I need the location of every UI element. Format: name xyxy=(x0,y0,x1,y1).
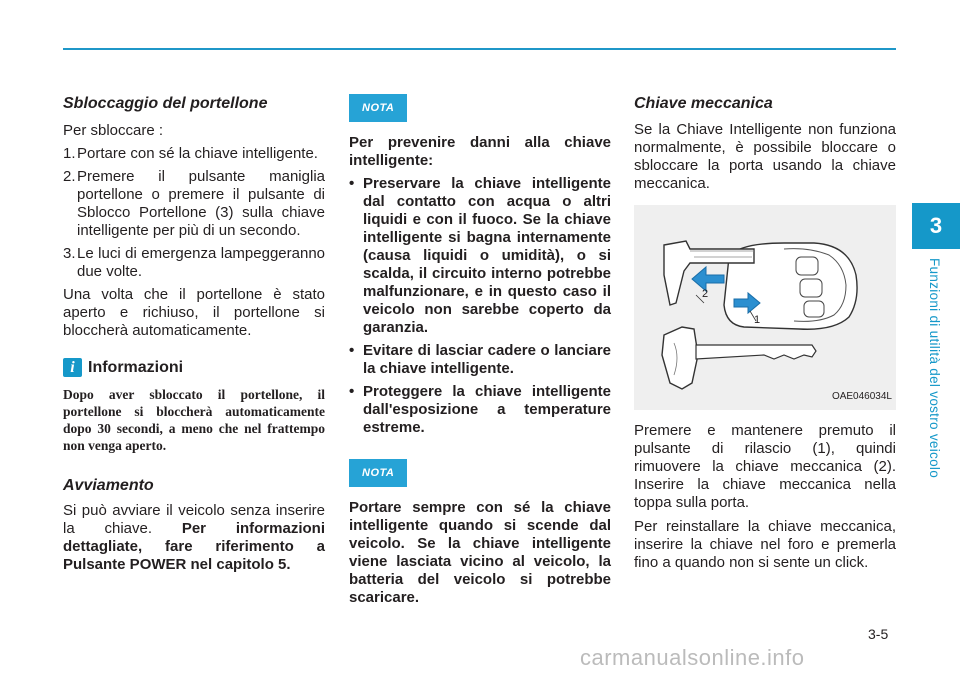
start-reference: Per informazioni dettagliate, fare riferimento a Pulsante POWER nel capitolo 5. xyxy=(63,520,325,573)
chapter-tab: 3 xyxy=(912,203,960,249)
figure-code: OAE046034L xyxy=(831,391,892,402)
heading-tailgate-unlock: Sbloccaggio del portellone xyxy=(63,95,268,112)
nota-badge: NOTA xyxy=(349,459,407,487)
fob-button-3 xyxy=(804,301,824,317)
key-illustration xyxy=(634,205,896,410)
chapter-side-title: Funzioni di utilità del vostro veicolo xyxy=(927,258,942,479)
column-middle xyxy=(349,86,611,607)
heading-start: Avviamento xyxy=(63,477,154,494)
step-text: Le luci di emergenza lampeggeranno due volte. xyxy=(77,245,325,280)
bullet-text: Evitare di lasciar cadere o lanciare la chiave intelligente. xyxy=(363,342,611,377)
mechanical-key-intro: Se la Chiave Intelligente non funziona normalmente, è possibile bloccare o sbloccare la porta usando la chiave meccanica. xyxy=(634,121,896,192)
step-item xyxy=(63,168,325,240)
info-header xyxy=(63,358,325,377)
key-head-lower xyxy=(662,327,698,389)
key-blade-lower xyxy=(696,345,816,359)
bullet-mark: • xyxy=(349,342,355,359)
bullet-text: Preservare la chiave intelligente dal contatto con acqua o altri liquidi e con il fuoco. Se la chiave intelligente si bagna internamente (causa liquidi o umidità), o si scalda, il circuito interno potrebbe malfunzionare, e in questo caso il veicolo non sarebbe coperto da garanzia. xyxy=(363,175,611,336)
info-icon: i xyxy=(63,358,82,377)
step-item xyxy=(63,245,325,281)
step-number: 1. xyxy=(63,145,76,162)
nota2-wrap xyxy=(349,459,611,487)
autolock-paragraph: Una volta che il portellone è stato aperto e richiuso, il portellone si bloccherà automaticamente. xyxy=(63,286,325,339)
fob-button-2 xyxy=(800,279,822,297)
callout-2: 2 xyxy=(702,288,709,300)
watermark: carmanualsonline.info xyxy=(580,645,805,670)
column-left xyxy=(63,86,325,574)
info-body: Dopo aver sbloccato il portellone, il portellone si bloccherà automaticamente dopo 30 secondi, a meno che nel frattempo non venga aperto. xyxy=(63,387,325,453)
bullet-mark: • xyxy=(349,383,355,400)
step-number: 3. xyxy=(63,245,76,262)
top-rule xyxy=(63,48,896,50)
mechanical-key-reinstall: Per reinstallare la chiave meccanica, inserire la chiave nel foro e premerla fino a quando non si sente un click. xyxy=(634,518,896,571)
step-text: Portare con sé la chiave intelligente. xyxy=(77,145,318,162)
page-number: 3-5 xyxy=(868,626,889,642)
nota2-text: Portare sempre con sé la chiave intelligente quando si scende dal veicolo. Se la chiave intelligente viene lasciata vicino al veicolo, la batteria del veicolo si potrebbe scaricare. xyxy=(349,499,611,606)
unlock-intro: Per sbloccare : xyxy=(63,122,164,139)
step-number: 2. xyxy=(63,168,76,185)
info-title: Informazioni xyxy=(88,358,184,376)
nota-badge: NOTA xyxy=(349,94,407,122)
callout-1: 1 xyxy=(754,314,761,326)
bullet-text: Proteggere la chiave intelligente dall'esposizione a temperature estreme. xyxy=(363,383,611,436)
bullet-item xyxy=(349,342,611,378)
start-text: Si può avviare il veicolo senza inserire la chiave. xyxy=(63,502,325,537)
fob-button-1 xyxy=(796,257,818,275)
column-right xyxy=(634,86,896,572)
bullet-item xyxy=(349,383,611,437)
bullet-item xyxy=(349,175,611,337)
nota1-intro: Per prevenire danni alla chiave intelligente: xyxy=(349,134,611,169)
bullet-mark: • xyxy=(349,175,355,192)
start-paragraph xyxy=(63,502,325,574)
mechanical-key-removal: Premere e mantenere premuto il pulsante di rilascio (1), quindi rimuovere la chiave meccanica (2). Inserire la chiave meccanica nella toppa sulla porta. xyxy=(634,422,896,511)
step-text: Premere il pulsante maniglia portellone o premere il pulsante di Sblocco Portellone (3) sulla chiave intelligente per più di un secondo. xyxy=(77,168,325,239)
smart-key-drawing xyxy=(634,205,896,410)
step-item xyxy=(63,145,325,163)
heading-mechanical-key: Chiave meccanica xyxy=(634,95,773,112)
